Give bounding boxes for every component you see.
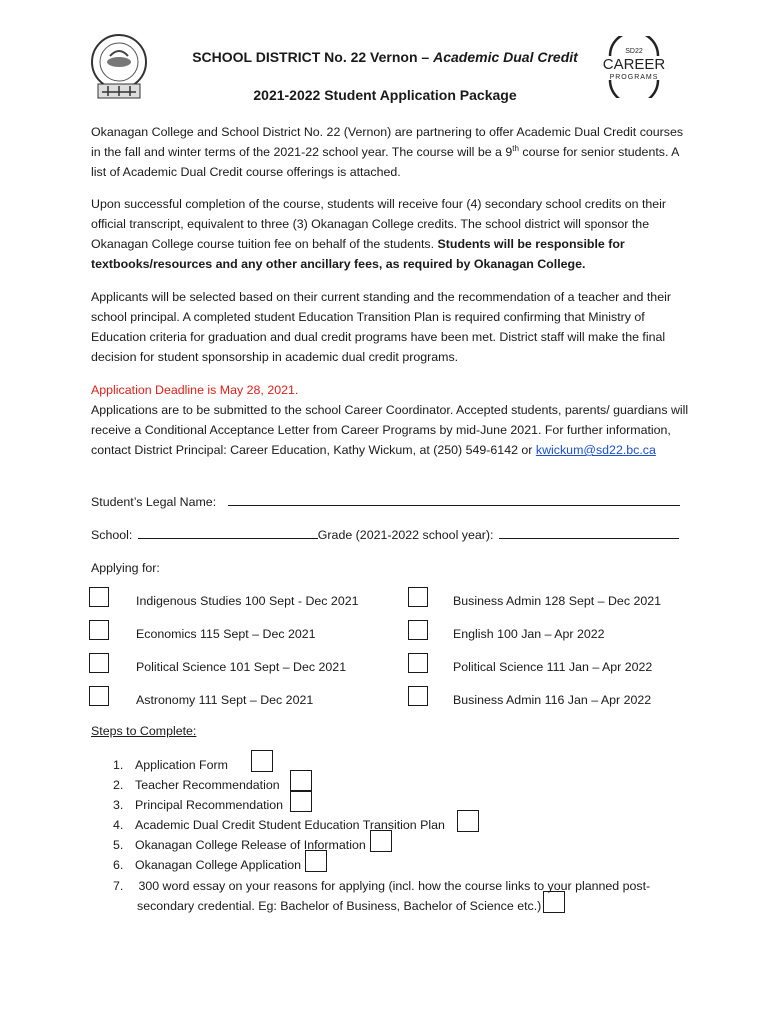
step-item-college-application [113,857,301,873]
course-checkbox-political-science-101[interactable] [89,653,109,673]
intro-paragraph-1 [91,122,691,182]
p1-text-a: Okanagan College and School District No. 22 (Vernon) are partnering to offer Academic Dual Credit courses in the fall and winter terms of the 2021-22 school year. The course will be a 9 [91,125,684,159]
logo-career-text: CAREER [602,56,666,73]
step-text: Academic Dual Credit Student Education Transition Plan [135,818,445,832]
logo-year-text: SD22 [625,48,643,55]
step-text: Principal Recommendation [135,798,284,812]
course-label-political-science-101: Political Science 101 Sept – Dec 2021 [136,660,347,674]
course-label-business-admin-116: Business Admin 116 Jan – Apr 2022 [453,693,652,707]
course-label-economics: Economics 115 Sept – Dec 2021 [136,627,316,641]
p2-text: Upon successful completion of the course, students will receive four (4) secondary school credits on their official transcript, equivalent to three (3) Okanagan College credits. The school district will sponsor the Okanagan College course tuition fee on behalf of the students. [91,197,667,251]
step-number: 4. [113,818,124,832]
step-item-application-form [113,757,228,773]
grade-field[interactable] [499,526,679,539]
step-item-teacher-recommendation [113,777,280,793]
step-number: 6. [113,858,124,872]
step-checkbox-principal-recommendation[interactable] [290,790,312,812]
course-label-political-science-111: Political Science 111 Jan – Apr 2022 [453,660,653,674]
step-item-release-of-information [113,837,366,853]
p2-bold-text: Students will be responsible for textbooks/resources and any other ancillary fees, as required by Okanagan College. [91,237,625,271]
course-checkbox-business-admin-116[interactable] [408,686,428,706]
step-checkbox-application-form[interactable] [251,750,273,772]
step-text: Okanagan College Application [135,858,302,872]
step-number: 7. [113,879,124,893]
step-checkbox-essay[interactable] [543,891,565,913]
step-text: Application Form [135,758,228,772]
course-label-indigenous-studies: Indigenous Studies 100 Sept - Dec 2021 [136,594,359,608]
document-subtitle: 2021-2022 Student Application Package [253,87,517,103]
course-checkbox-political-science-111[interactable] [408,653,428,673]
course-checkbox-astronomy[interactable] [89,686,109,706]
intro-paragraph-4 [91,380,691,460]
step-item-principal-recommendation [113,797,283,813]
legal-name-label: Student’s Legal Name: [91,495,217,509]
logo-programs-text: PROGRAMS [609,74,659,81]
step-item-essay [113,878,693,894]
step-item-essay-line2: secondary credential. Eg: Bachelor of Business, Bachelor of Science etc.) [137,899,542,913]
school-grade-row [91,526,679,544]
intro-paragraph-2 [91,194,691,274]
school-field[interactable] [138,526,318,539]
legal-name-field[interactable] [228,493,680,506]
application-deadline: Application Deadline is May 28, 2021. [91,383,299,397]
step-text: Teacher Recommendation [135,778,280,792]
step-checkbox-college-application[interactable] [305,850,327,872]
course-label-english-100: English 100 Jan – Apr 2022 [453,627,605,641]
step-number: 1. [113,758,124,772]
step-checkbox-teacher-recommendation[interactable] [290,770,312,792]
legal-name-row [91,493,680,511]
step-number: 2. [113,778,124,792]
step-item-transition-plan [113,817,445,833]
course-checkbox-english-100[interactable] [408,620,428,640]
applying-for-label: Applying for: [91,561,160,575]
step-text: 300 word essay on your reasons for applying (incl. how the course links to your planned post- [135,879,651,893]
school-label: School: [91,528,133,542]
p4-text: Applications are to be submitted to the school Career Coordinator. Accepted students, parents/ guardians will receive a Conditional Acceptance Letter from Career Programs by mid-June 2021. For further information, contact District Principal: Career Education, Kathy Wickum, at (250) 549-6142 or [91,403,689,457]
course-label-astronomy: Astronomy 111 Sept – Dec 2021 [136,693,314,707]
title-part-program: Academic Dual Credit [433,49,578,65]
step-checkbox-release-of-information[interactable] [370,830,392,852]
steps-title: Steps to Complete: [91,724,197,738]
title-part-district: SCHOOL DISTRICT No. 22 Vernon – [192,49,434,65]
course-checkbox-economics[interactable] [89,620,109,640]
course-label-business-admin-128: Business Admin 128 Sept – Dec 2021 [453,594,662,608]
intro-paragraph-3: Applicants will be selected based on their current standing and the recommendation of a teacher and their school principal. A completed student Education Transition Plan is required confirming that Ministry of Education criteria for graduation and dual credit programs have been met. District staff will make the final decision for student sponsorship in academic dual credit programs. [91,290,671,364]
step-number: 5. [113,838,124,852]
course-checkbox-business-admin-128[interactable] [408,587,428,607]
document-title [0,49,770,65]
course-checkbox-indigenous-studies[interactable] [89,587,109,607]
grade-label: Grade (2021-2022 school year): [317,528,494,542]
p1-text-b: course for senior students. A list of Academic Dual Credit course offerings is attached. [91,145,679,179]
p1-superscript: th [512,143,519,153]
contact-email-link[interactable]: kwickum@sd22.bc.ca [535,443,656,457]
step-checkbox-transition-plan[interactable] [457,810,479,832]
step-text: Okanagan College Release of Information [135,838,366,852]
step-number: 3. [113,798,124,812]
